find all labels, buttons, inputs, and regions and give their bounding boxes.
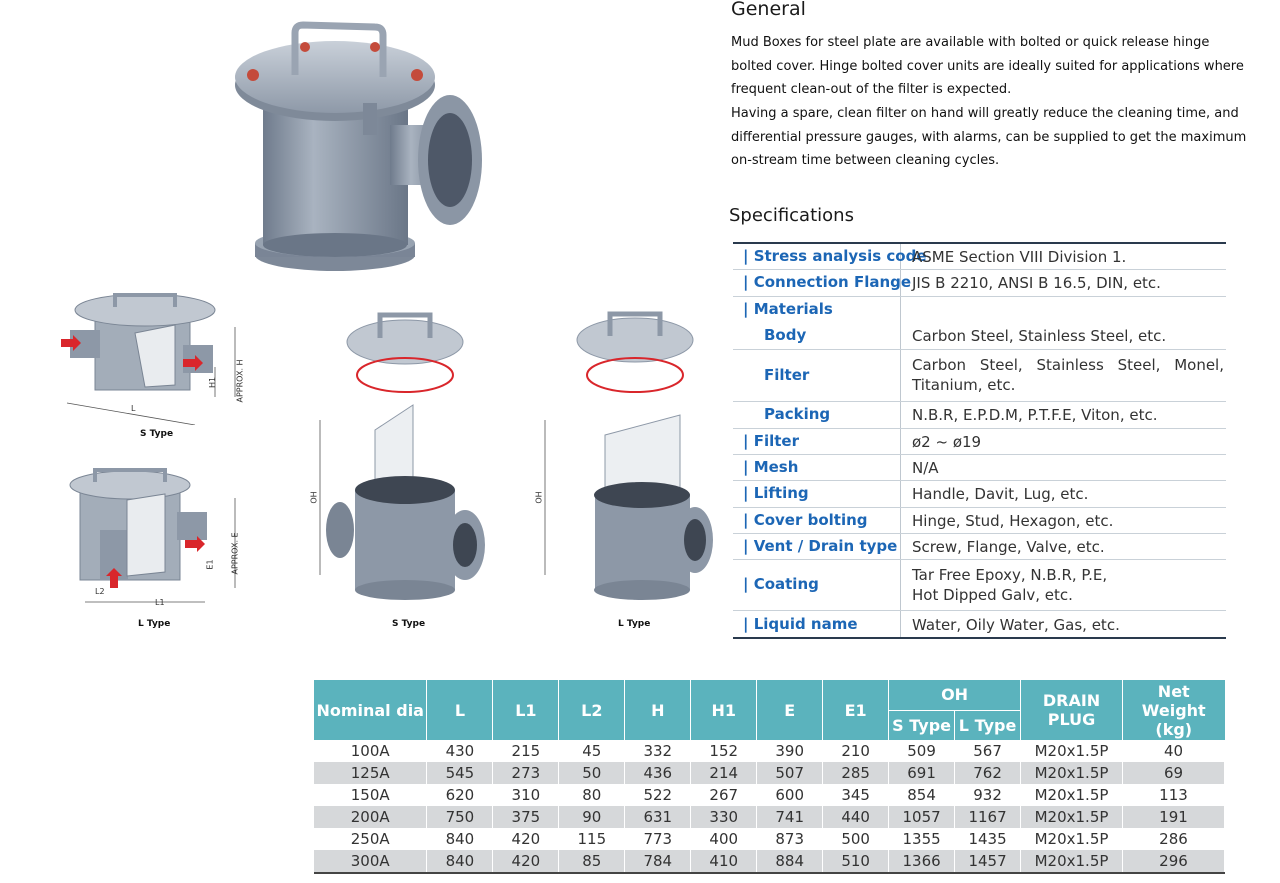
- table-cell: 410: [691, 850, 757, 873]
- dim-label-h1: H1: [208, 376, 218, 389]
- table-cell: 80: [559, 784, 625, 806]
- table-cell: 430: [427, 740, 493, 762]
- spec-key: | Cover bolting: [743, 511, 868, 529]
- spec-value: ASME Section VIII Division 1.: [912, 248, 1127, 266]
- general-text-line: Having a spare, clean filter on hand will greatly reduce the cleaning time, and: [731, 106, 1239, 121]
- col-header-h1: H1: [691, 680, 757, 740]
- table-cell: 390: [757, 740, 823, 762]
- dimension-table: [314, 680, 1225, 874]
- dim-label-e: APPROX. E: [230, 532, 240, 575]
- table-cell: 510: [823, 850, 889, 873]
- spec-row: [733, 350, 1226, 402]
- l-type-exploded-drawing: [530, 300, 720, 605]
- table-cell: 45: [559, 740, 625, 762]
- table-cell: 741: [757, 806, 823, 828]
- col-header-l: L: [427, 680, 493, 740]
- table-cell: M20x1.5P: [1021, 740, 1123, 762]
- s-type-exploded-drawing: [305, 300, 495, 605]
- table-cell: 545: [427, 762, 493, 784]
- table-cell: 509: [889, 740, 955, 762]
- col-header-weight: [1123, 680, 1225, 740]
- table-row: [314, 762, 1225, 784]
- spec-key: | Lifting: [743, 484, 809, 502]
- table-cell: 631: [625, 806, 691, 828]
- spec-key: | Liquid name: [743, 615, 858, 633]
- spec-row: [733, 560, 1226, 611]
- table-cell: 296: [1123, 850, 1225, 873]
- spec-row: [733, 323, 1226, 350]
- table-cell: 1366: [889, 850, 955, 873]
- dim-label-oh-s: OH: [309, 491, 319, 504]
- table-cell: 750: [427, 806, 493, 828]
- table-cell: 773: [625, 828, 691, 850]
- table-cell: 1435: [955, 828, 1021, 850]
- spec-key: | Materials: [743, 300, 833, 318]
- spec-value: Hot Dipped Galv, etc.: [912, 586, 1073, 604]
- general-text-line: on-stream time between cleaning cycles.: [731, 153, 1000, 168]
- table-cell: 215: [493, 740, 559, 762]
- table-cell: 567: [955, 740, 1021, 762]
- dim-label-l: L: [131, 404, 136, 413]
- table-cell: 210: [823, 740, 889, 762]
- table-cell: 345: [823, 784, 889, 806]
- caption-l-type-section: L Type: [138, 619, 171, 629]
- caption-s-type-section: S Type: [140, 429, 174, 439]
- table-cell: 600: [757, 784, 823, 806]
- table-cell: 310: [493, 784, 559, 806]
- table-cell: 250A: [314, 828, 427, 850]
- table-row: [314, 740, 1225, 762]
- general-text-line: bolted cover. Hinge bolted cover units are ideally suited for applications where: [731, 59, 1244, 74]
- table-cell: 884: [757, 850, 823, 873]
- spec-key: Filter: [764, 366, 810, 384]
- spec-value: N/A: [912, 459, 939, 477]
- dim-label-oh-l: OH: [534, 491, 544, 504]
- l-type-section-drawing: [65, 460, 250, 610]
- spec-value: JIS B 2210, ANSI B 16.5, DIN, etc.: [912, 274, 1161, 292]
- general-text-line: frequent clean-out of the filter is expected.: [731, 82, 1012, 97]
- table-cell: 300A: [314, 850, 427, 873]
- col-header-h: H: [625, 680, 691, 740]
- dim-label-l1: L1: [155, 598, 165, 607]
- table-cell: 214: [691, 762, 757, 784]
- table-row: [314, 784, 1225, 806]
- table-cell: M20x1.5P: [1021, 806, 1123, 828]
- table-cell: 285: [823, 762, 889, 784]
- table-cell: M20x1.5P: [1021, 784, 1123, 806]
- weight-header-line1: Net: [1157, 681, 1190, 701]
- mud-box-illustration: [225, 15, 495, 280]
- spec-key: | Stress analysis code: [743, 247, 927, 265]
- col-header-oh: OH: [889, 680, 1021, 710]
- table-cell: 1057: [889, 806, 955, 828]
- specifications-table: [733, 242, 1226, 640]
- spec-row: [733, 244, 1226, 270]
- table-cell: 273: [493, 762, 559, 784]
- spec-value: N.B.R, E.P.D.M, P.T.F.E, Viton, etc.: [912, 406, 1158, 424]
- col-header-e: E: [757, 680, 823, 740]
- spec-value: Carbon Steel, Stainless Steel, Monel, Titanium, etc.: [912, 356, 1224, 394]
- spec-value: Screw, Flange, Valve, etc.: [912, 538, 1105, 556]
- spec-row: [733, 611, 1226, 639]
- caption-s-type-exploded: S Type: [392, 619, 426, 629]
- col-header-l-type: L Type: [955, 710, 1021, 740]
- general-title: General: [731, 0, 806, 20]
- table-row: [314, 806, 1225, 828]
- col-header-l1: L1: [493, 680, 559, 740]
- s-type-section-drawing: [55, 285, 250, 425]
- spec-row: [733, 508, 1226, 534]
- spec-row: [733, 481, 1226, 508]
- general-text-line: Mud Boxes for steel plate are available with bolted or quick release hinge: [731, 35, 1210, 50]
- spec-row: [733, 534, 1226, 560]
- spec-value: ø2 ~ ø19: [912, 433, 982, 451]
- table-cell: 100A: [314, 740, 427, 762]
- table-cell: 191: [1123, 806, 1225, 828]
- spec-key: | Coating: [743, 575, 819, 593]
- table-cell: 50: [559, 762, 625, 784]
- table-cell: 420: [493, 828, 559, 850]
- spec-row: [733, 270, 1226, 297]
- weight-header-line2: Weight (kg): [1141, 700, 1206, 739]
- spec-key: Body: [764, 326, 807, 344]
- dim-label-l2: L2: [95, 587, 105, 596]
- table-cell: 854: [889, 784, 955, 806]
- spec-value: Water, Oily Water, Gas, etc.: [912, 616, 1120, 634]
- table-cell: 125A: [314, 762, 427, 784]
- general-text-line: differential pressure gauges, with alarms, can be supplied to get the maximum: [731, 130, 1247, 145]
- table-cell: 500: [823, 828, 889, 850]
- table-cell: 507: [757, 762, 823, 784]
- table-cell: M20x1.5P: [1021, 850, 1123, 873]
- table-cell: 1167: [955, 806, 1021, 828]
- table-cell: 1457: [955, 850, 1021, 873]
- table-cell: 150A: [314, 784, 427, 806]
- drain-header-line2: PLUG: [1047, 710, 1096, 729]
- table-cell: 784: [625, 850, 691, 873]
- table-cell: 113: [1123, 784, 1225, 806]
- table-cell: 691: [889, 762, 955, 784]
- specifications-title: Specifications: [729, 205, 854, 226]
- spec-row: [733, 402, 1226, 429]
- caption-l-type-exploded: L Type: [618, 619, 651, 629]
- spec-row: [733, 455, 1226, 481]
- table-cell: 267: [691, 784, 757, 806]
- table-cell: 873: [757, 828, 823, 850]
- table-cell: 332: [625, 740, 691, 762]
- spec-row: [733, 297, 1226, 322]
- table-cell: 522: [625, 784, 691, 806]
- col-header-drain: [1021, 680, 1123, 740]
- table-cell: 115: [559, 828, 625, 850]
- table-cell: 440: [823, 806, 889, 828]
- col-header-s-type: S Type: [889, 710, 955, 740]
- spec-key: | Vent / Drain type: [743, 537, 898, 555]
- table-cell: 1355: [889, 828, 955, 850]
- drain-header-line1: DRAIN: [1042, 691, 1101, 710]
- spec-key: | Filter: [743, 432, 799, 450]
- table-cell: 90: [559, 806, 625, 828]
- spec-value: Tar Free Epoxy, N.B.R, P.E,: [912, 566, 1108, 584]
- table-cell: 85: [559, 850, 625, 873]
- spec-key: | Connection Flange: [743, 273, 912, 291]
- spec-key: | Mesh: [743, 458, 799, 476]
- col-header-nominal: Nominal dia: [314, 680, 427, 740]
- table-cell: M20x1.5P: [1021, 762, 1123, 784]
- dim-label-e1: E1: [205, 559, 215, 570]
- col-header-e1: E1: [823, 680, 889, 740]
- table-cell: 200A: [314, 806, 427, 828]
- col-header-l2: L2: [559, 680, 625, 740]
- table-cell: 286: [1123, 828, 1225, 850]
- spec-value: Carbon Steel, Stainless Steel, etc.: [912, 327, 1167, 345]
- table-cell: 40: [1123, 740, 1225, 762]
- table-cell: 69: [1123, 762, 1225, 784]
- table-cell: 932: [955, 784, 1021, 806]
- table-cell: 400: [691, 828, 757, 850]
- spec-row: [733, 429, 1226, 455]
- dim-label-h: APPROX. H: [235, 359, 245, 403]
- spec-value: Hinge, Stud, Hexagon, etc.: [912, 512, 1114, 530]
- table-cell: 840: [427, 850, 493, 873]
- table-cell: 152: [691, 740, 757, 762]
- table-cell: M20x1.5P: [1021, 828, 1123, 850]
- table-cell: 375: [493, 806, 559, 828]
- table-row: [314, 850, 1225, 873]
- spec-value: Handle, Davit, Lug, etc.: [912, 485, 1089, 503]
- table-cell: 420: [493, 850, 559, 873]
- spec-key: Packing: [764, 405, 831, 423]
- table-cell: 436: [625, 762, 691, 784]
- table-row: [314, 828, 1225, 850]
- table-cell: 762: [955, 762, 1021, 784]
- table-cell: 620: [427, 784, 493, 806]
- table-cell: 330: [691, 806, 757, 828]
- table-cell: 840: [427, 828, 493, 850]
